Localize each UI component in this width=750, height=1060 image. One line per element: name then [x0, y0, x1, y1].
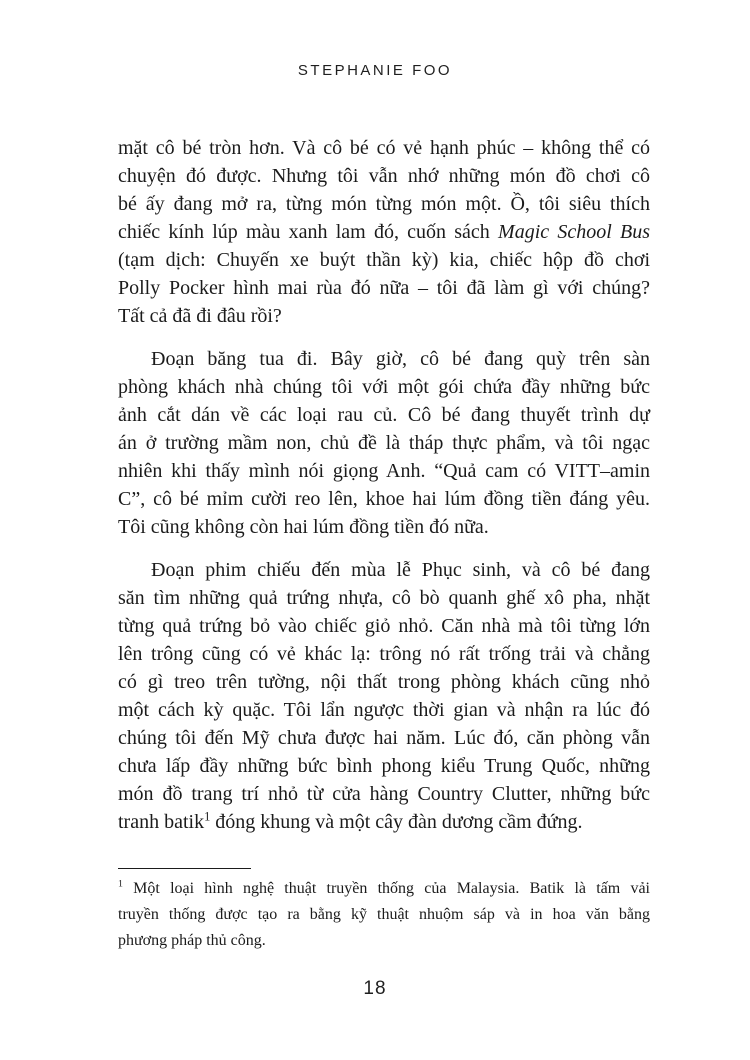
text-segment: một cách kỳ quặc. Tôi lẩn ngược thời gian và nhận ra lúc đó: [118, 699, 650, 721]
text-line: [118, 876, 650, 902]
text-segment: Đoạn băng tua đi. Bây giờ, cô bé đang quỳ trên sàn: [151, 348, 650, 370]
paragraph: [118, 134, 650, 330]
text-line: [118, 345, 650, 373]
text-line: [118, 162, 650, 190]
text-line: [118, 724, 650, 752]
text-segment: chúng tôi đến Mỹ chưa được hai năm. Lúc đó, căn phòng vẫn: [118, 727, 650, 749]
text-segment: chưa lấp đầy những bức bình phong kiểu Trung Quốc, những: [118, 755, 650, 777]
text-segment: Tôi cũng không còn hai lúm đồng tiền đó nữa.: [118, 516, 489, 538]
body-text: [118, 134, 650, 836]
text-line: [118, 485, 650, 513]
text-line: [118, 190, 650, 218]
text-segment: lên trông cũng có vẻ khác lạ: trông nó rất trống trải và chẳng: [118, 643, 650, 665]
text-line: [118, 696, 650, 724]
text-line: [118, 556, 650, 584]
text-segment: đóng khung và một cây đàn dương cầm đứng.: [210, 811, 583, 833]
text-segment: chiếc kính lúp màu xanh lam đó, cuốn sách: [118, 221, 499, 243]
text-segment: bé ấy đang mở ra, từng món từng món một. Ồ, tôi siêu thích: [118, 193, 650, 215]
text-line: [118, 928, 650, 954]
text-segment: phương pháp thủ công.: [118, 932, 266, 949]
text-line: [118, 218, 650, 246]
text-segment: Đoạn phim chiếu đến mùa lễ Phục sinh, và cô bé đang: [151, 559, 650, 581]
page-number: 18: [363, 978, 387, 999]
text-segment: săn tìm những quả trứng nhựa, cô bò quanh ghế xô pha, nhặt: [118, 587, 650, 609]
paragraph: [118, 556, 650, 836]
text-segment: nhiên khi thấy mình nói giọng Anh. “Quả cam có VITT–amin: [118, 460, 650, 482]
text-segment: chuyện đó được. Nhưng tôi vẫn nhớ những món đồ chơi cô: [118, 165, 650, 187]
text-line: [118, 612, 650, 640]
text-line: [118, 274, 650, 302]
text-segment: món đồ trang trí nhỏ từ cửa hàng Country Clutter, những bức: [118, 783, 650, 805]
footnote-marker: 1: [204, 809, 211, 824]
text-segment: Polly Pocker hình mai rùa đó nữa – tôi đã làm gì với chúng?: [118, 277, 650, 299]
text-line: [118, 513, 650, 541]
footnote-marker: 1: [118, 878, 123, 890]
text-line: [118, 780, 650, 808]
text-line: [118, 752, 650, 780]
text-segment: Tất cả đã đi đâu rồi?: [118, 305, 282, 327]
text-line: [118, 401, 650, 429]
text-line: [118, 584, 650, 612]
text-line: [118, 246, 650, 274]
paragraph: [118, 345, 650, 541]
text-line: [118, 668, 650, 696]
text-line: [118, 808, 650, 836]
text-line: [118, 429, 650, 457]
running-header: STEPHANIE FOO: [297, 62, 453, 79]
text-segment: án ở trường mầm non, chủ đề là tháp thực phẩm, và tôi ngạc: [118, 432, 650, 454]
text-segment: ảnh cắt dán về các loại rau củ. Cô bé đang thuyết trình dự: [118, 404, 650, 426]
text-segment: Một loại hình nghệ thuật truyền thống của Malaysia. Batik là tấm vải: [122, 880, 650, 897]
text-segment: C”, cô bé mỉm cười reo lên, khoe hai lúm đồng tiền đáng yêu.: [118, 488, 650, 510]
text-segment: từng quả trứng bỏ vào chiếc giỏ nhỏ. Căn nhà mà tôi từng lớn: [118, 615, 650, 637]
text-segment: (tạm dịch: Chuyến xe buýt thần kỳ) kia, chiếc hộp đồ chơi: [118, 249, 650, 271]
footnote: [118, 876, 650, 954]
text-line: [118, 902, 650, 928]
text-line: [118, 302, 650, 330]
text-segment: truyền thống được tạo ra bằng kỹ thuật nhuộm sáp và in hoa văn bằng: [118, 906, 650, 923]
text-line: [118, 457, 650, 485]
text-segment: có gì treo trên tường, nội thất trong phòng khách cũng nhỏ: [118, 671, 650, 693]
text-segment: tranh batik: [118, 811, 205, 833]
footnote-separator: [118, 868, 251, 869]
italic-text-segment: Magic School Bus: [498, 221, 651, 243]
text-line: [118, 134, 650, 162]
text-line: [118, 373, 650, 401]
text-segment: phòng khách nhà chúng tôi với một gói chứa đầy những bức: [118, 376, 650, 398]
text-line: [118, 640, 650, 668]
text-segment: mặt cô bé tròn hơn. Và cô bé có vẻ hạnh phúc – không thể có: [118, 137, 650, 159]
